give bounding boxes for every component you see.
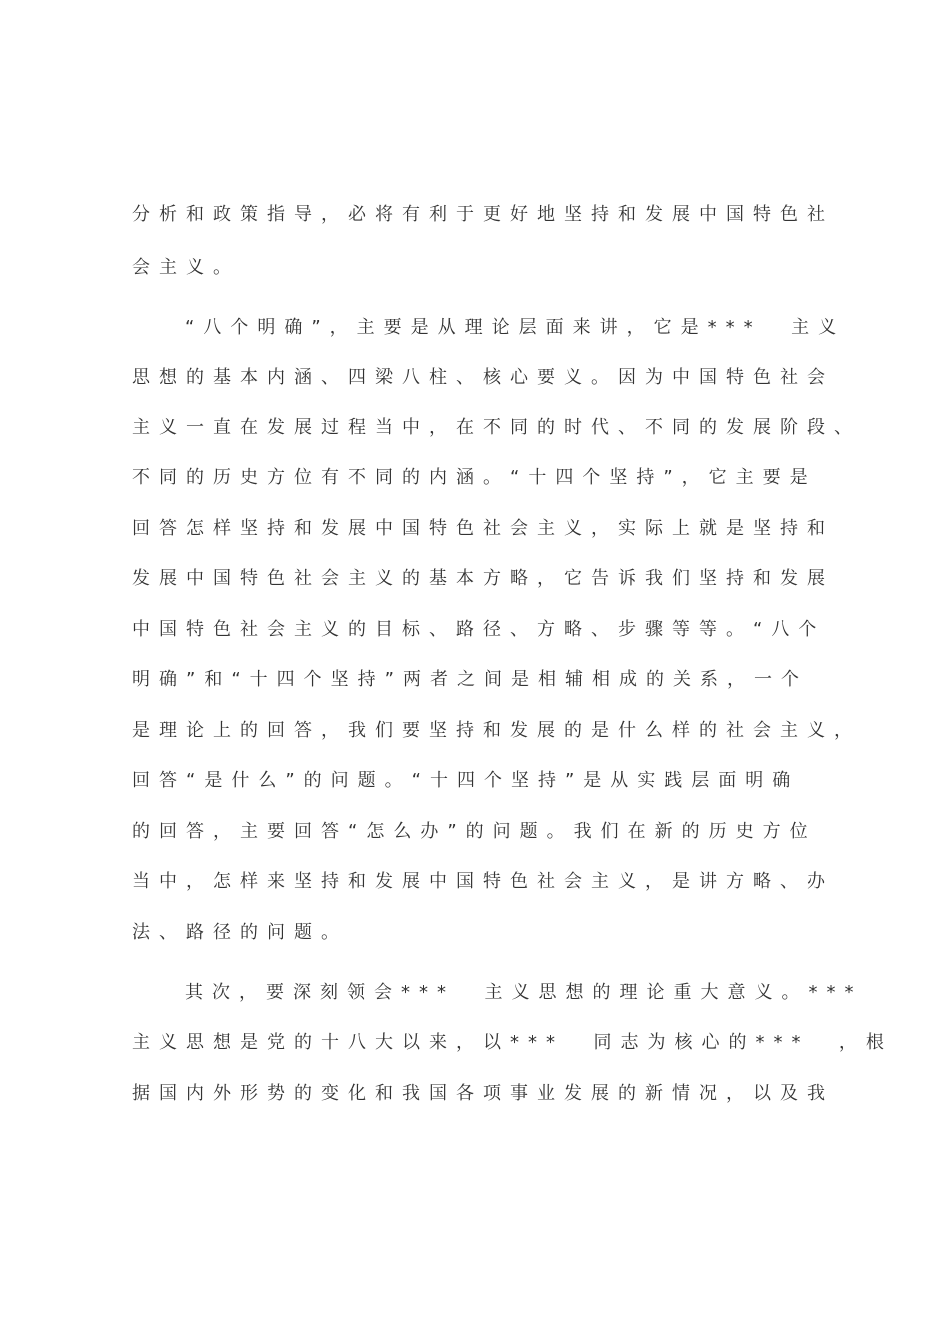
text-line: “八个明确”，主要是从理论层面来讲，它是*** 主义 xyxy=(185,317,846,338)
text-line: 主义一直在发展过程当中，在不同的时代、不同的发展阶段、 xyxy=(132,417,861,438)
text-line: 法、路径的问题。 xyxy=(132,922,348,943)
text-line: 其次，要深刻领会*** 主义思想的理论重大意义。*** xyxy=(185,982,863,1003)
text-line: 发展中国特色社会主义的基本方略，它告诉我们坚持和发展 xyxy=(132,568,834,589)
text-line: 思想的基本内涵、四梁八柱、核心要义。因为中国特色社会 xyxy=(132,367,834,388)
text-line: 明确”和“十四个坚持”两者之间是相辅相成的关系，一个 xyxy=(132,669,808,690)
text-line: 据国内外形势的变化和我国各项事业发展的新情况，以及我 xyxy=(132,1083,834,1104)
text-line: 的回答，主要回答“怎么办”的问题。我们在新的历史方位 xyxy=(132,821,817,842)
text-line: 回答怎样坚持和发展中国特色社会主义，实际上就是坚持和 xyxy=(132,518,834,539)
text-line: 是理论上的回答，我们要坚持和发展的是什么样的社会主义， xyxy=(132,720,861,741)
text-line: 回答“是什么”的问题。“十四个坚持”是从实践层面明确 xyxy=(132,770,800,791)
text-line: 会主义。 xyxy=(132,257,240,278)
text-line: 不同的历史方位有不同的内涵。“十四个坚持”，它主要是 xyxy=(132,467,817,488)
text-line: 中国特色社会主义的目标、路径、方略、步骤等等。“八个 xyxy=(132,619,826,640)
text-line: 当中，怎样来坚持和发展中国特色社会主义，是讲方略、办 xyxy=(132,871,834,892)
text-line: 分析和政策指导，必将有利于更好地坚持和发展中国特色社 xyxy=(132,204,834,225)
text-line: 主义思想是党的十八大以来，以*** 同志为核心的*** ，根 xyxy=(132,1032,893,1053)
